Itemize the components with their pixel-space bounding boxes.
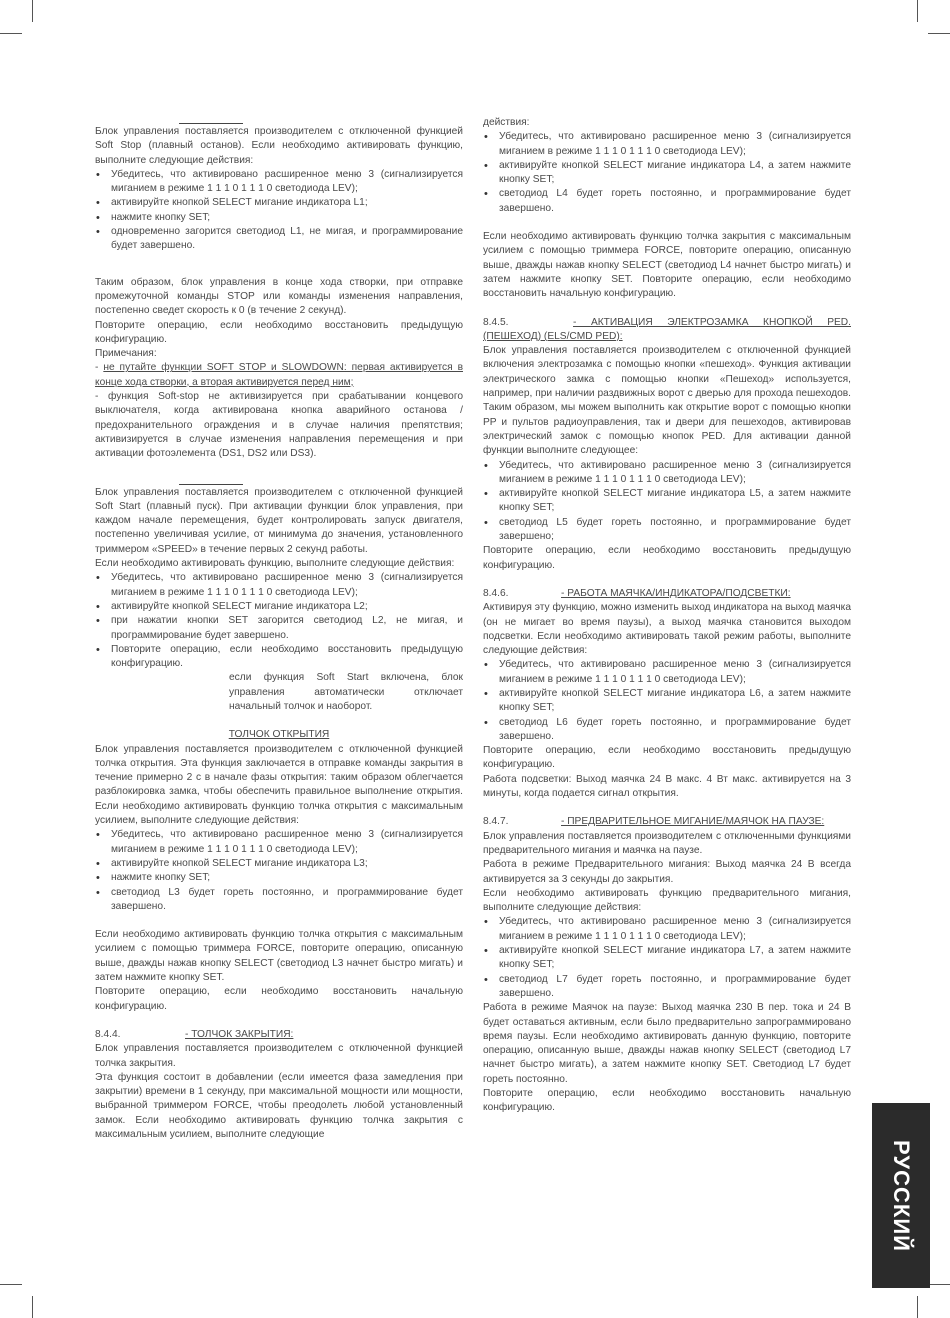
steps-list xyxy=(95,828,463,914)
left-column xyxy=(95,123,463,1142)
list-item: • активируйте кнопкой SELECT мигание индикатора L1; xyxy=(95,196,463,210)
paragraph: Если необходимо активировать функцию, выполните следующие действия: xyxy=(95,558,455,570)
spacer xyxy=(483,573,851,587)
section-title-text: - ПРЕДВАРИТЕЛЬНОЕ МИГАНИЕ/МАЯЧОК НА ПАУЗЕ: xyxy=(561,816,825,828)
list-item: • светодиод L5 будет гореть постоянно, и программирование будет завершено; xyxy=(483,516,851,545)
language-tab-label: РУССКИЙ xyxy=(889,1139,914,1252)
paragraph: Эта функция состоит в добавлении (если имеется фаза замедления при закрытии) времени в 1 секунду, при максимальной мощности или мощности, выбранной триммером FORCE, чтобы преодолеть любой установленный замок. Если необходимо активировать функцию толчка закрытия с максимальным усилием, выполните следующие xyxy=(95,1071,463,1140)
preflash-section xyxy=(483,815,851,1115)
steps-list xyxy=(483,658,851,744)
list-item: • светодиод L6 будет гореть постоянно, и программирование будет завершено. xyxy=(483,716,851,745)
note-paragraph xyxy=(95,671,463,714)
spacer xyxy=(483,216,851,230)
crop-mark xyxy=(917,0,918,22)
paragraph: Активируя эту функцию, можно изменить выход индикатора на выход маячка (он не мигает во время паузы), а выход маячка становится выходом подсветки. Если необходимо активировать такой режим работы, выполните следующие действия: xyxy=(483,602,851,657)
beacon-section xyxy=(483,587,851,801)
paragraph: Если необходимо активировать функцию толчка открытия с максимальным усилием с помощью триммера FORCE, повторите операцию, описанную выше, дважды нажав кнопку SELECT (светодиод L3 начнет быстро мигать) и затем нажмите кнопку SET. xyxy=(95,929,463,984)
section-title xyxy=(95,728,463,742)
spacer xyxy=(95,914,463,928)
heading-rule xyxy=(179,123,243,124)
section-number: 8.4.4. xyxy=(95,1028,121,1040)
paragraph: Работа подсветки: Выход маячка 24 В макс. 4 Вт макс. активируется на 3 минуты, когда подается сигнал открытия. xyxy=(483,773,851,800)
soft-start-section xyxy=(95,484,463,715)
paragraph: Работа в режиме Маячок на паузе: Выход маячка 230 В пер. тока и 24 В будет оставаться активным, если было предварительно запрограммировано время паузы. Если необходимо активировать данную функцию, повторите операцию, описанную выше, дважды нажав кнопку SELECT (светодиод L7 начнет быстро мигать), а затем нажмите кнопку SET. Светодиод L7 будет гореть постоянно. xyxy=(483,1002,851,1085)
paragraph: Таким образом, блок управления в конце хода створки, при отправке промежуточной команды STOP или команды изменения направления, постепенно сведет скорость к 0 (в течение 2 секунд). xyxy=(95,276,463,317)
lock-ped-section xyxy=(483,316,851,573)
paragraph: Блок управления поставляется производителем с отключенной функцией включения электрозамка с помощью кнопки «пешеход». Функция активации электрического замка с помощью кнопки «Пешеход» используется, например, при наличии раздвижных ворот с дверью для прохода пешеходов. Таким образом, мы можем выполнить как открытие ворот с помощью кнопки PP и пультов радиоуправления, так и двери для пешеходов, активировав электрический замок с помощью кнопок PED. Для активации данной функции выполните следующее: xyxy=(483,345,851,457)
crop-mark xyxy=(917,1296,918,1318)
paragraph: Блок управления поставляется производителем с отключенной функцией Soft Stop (плавный останов). Если необходимо активировать функцию, выполните следующие действия: xyxy=(95,126,463,166)
list-item: • активируйте кнопкой SELECT мигание индикатора L3; xyxy=(95,857,463,871)
crop-mark xyxy=(0,1284,22,1285)
note-dash: - xyxy=(95,362,104,374)
close-push-continued xyxy=(483,116,851,302)
notes-label: Примечания: xyxy=(95,348,157,360)
crop-mark xyxy=(32,1296,33,1318)
list-item: • Убедитесь, что активировано расширенное меню 3 (сигнализируется миганием в режиме 1 1 1 0 1 1 1 0 светодиода LEV); xyxy=(95,571,463,600)
list-item: • одновременно загорится светодиод L1, не мигая, и программирование будет завершено. xyxy=(95,225,463,254)
section-title-text: ТОЛЧОК ОТКРЫТИЯ xyxy=(228,729,330,741)
section-heading xyxy=(483,587,851,601)
paragraph: действия: xyxy=(483,117,530,128)
steps-list xyxy=(95,168,463,254)
spacer xyxy=(95,1014,463,1028)
paragraph: Повторите операцию, если необходимо восстановить предыдущую конфигурацию. xyxy=(483,545,851,571)
list-item: • Убедитесь, что активировано расширенное меню 3 (сигнализируется миганием в режиме 1 1 1 0 1 1 1 0 светодиода LEV); xyxy=(95,168,463,197)
spacer xyxy=(95,462,463,484)
note-text: если функция Soft Start включена, блок управления автоматически отключает начальный толчок и наоборот. xyxy=(229,672,463,712)
paragraph: Повторите операцию, если необходимо восстановить предыдущую конфигурацию. xyxy=(95,319,463,345)
crop-mark xyxy=(32,0,33,22)
list-item: • Убедитесь, что активировано расширенное меню 3 (сигнализируется миганием в режиме 1 1 1 0 1 1 1 0 светодиода LEV); xyxy=(483,130,851,159)
paragraph: Повторите операцию, если необходимо восстановить начальную конфигурацию. xyxy=(483,1088,851,1114)
soft-stop-section xyxy=(95,123,463,462)
list-item: • Убедитесь, что активировано расширенное меню 3 (сигнализируется миганием в режиме 1 1 1 0 1 1 1 0 светодиода LEV); xyxy=(483,459,851,488)
list-item: • активируйте кнопкой SELECT мигание индикатора L6, а затем нажмите кнопку SET; xyxy=(483,687,851,716)
paragraph: - функция Soft-stop не активизируется при срабатывании концевого выключателя, когда активирована кнопка аварийного останова / предохранительного ограждения и в случае наличия препятствия; активизируется в случае изменения направления перемещения и при активации фотоэлемента (DS1, DS2 или DS3). xyxy=(95,391,463,460)
underlined-note: не путайте функции SOFT STOP и SLOWDOWN: первая активируется в конце хода створки, а вторая активируется перед ним; xyxy=(95,362,463,388)
list-item: • светодиод L4 будет гореть постоянно, и программирование будет завершено. xyxy=(483,187,851,216)
list-item: • активируйте кнопкой SELECT мигание индикатора L2; xyxy=(95,600,463,614)
spacer xyxy=(483,801,851,815)
crop-mark xyxy=(0,33,22,34)
paragraph: Повторите операцию, если необходимо восстановить предыдущую конфигурацию. xyxy=(483,745,851,771)
language-tab xyxy=(872,1103,930,1288)
section-title-text: - ТОЛЧОК ЗАКРЫТИЯ: xyxy=(185,1028,294,1040)
list-item: • активируйте кнопкой SELECT мигание индикатора L5, а затем нажмите кнопку SET; xyxy=(483,487,851,516)
section-title-text: - РАБОТА МАЯЧКА/ИНДИКАТОРА/ПОДСВЕТКИ: xyxy=(561,587,791,599)
section-heading xyxy=(483,316,851,345)
list-item: • светодиод L7 будет гореть постоянно, и программирование будет завершено. xyxy=(483,973,851,1002)
list-item: • активируйте кнопкой SELECT мигание индикатора L7, а затем нажмите кнопку SET; xyxy=(483,944,851,973)
section-heading xyxy=(483,815,851,829)
heading-rule xyxy=(179,484,243,485)
steps-list xyxy=(483,130,851,216)
paragraph xyxy=(95,361,463,390)
list-item: • нажмите кнопку SET; xyxy=(95,211,463,225)
list-item: • светодиод L3 будет гореть постоянно, и программирование будет завершено. xyxy=(95,886,463,915)
paragraph: Блок управления поставляется производителем с отключенными функциями предварительного мигания и маячка на паузе. xyxy=(483,830,851,856)
list-item: • Убедитесь, что активировано расширенное меню 3 (сигнализируется миганием в режиме 1 1 1 0 1 1 1 0 светодиода LEV); xyxy=(95,828,463,857)
steps-list xyxy=(483,915,851,1001)
list-item: • при нажатии кнопки SET загорится светодиод L2, не мигая, и программирование будет завершено. xyxy=(95,614,463,643)
section-title-text: - АКТИВАЦИЯ ЭЛЕКТРОЗАМКА КНОПКОЙ PED. (ПЕШЕХОД) (ELS/CMD PED): xyxy=(483,316,851,342)
section-number: 8.4.5. xyxy=(483,316,509,328)
crop-mark xyxy=(928,1284,950,1285)
paragraph: Если необходимо активировать функцию предварительного мигания, выполните следующие действия: xyxy=(483,887,851,914)
list-item: • Повторите операцию, если необходимо восстановить предыдущую конфигурацию. xyxy=(95,643,463,672)
paragraph: Блок управления поставляется производителем с отключенной функцией толчка закрытия. xyxy=(95,1043,463,1069)
list-item: • Убедитесь, что активировано расширенное меню 3 (сигнализируется миганием в режиме 1 1 1 0 1 1 1 0 светодиода LEV); xyxy=(483,658,851,687)
close-push-section xyxy=(95,1028,463,1142)
section-number: 8.4.6. xyxy=(483,587,509,599)
steps-list xyxy=(95,571,463,671)
paragraph: Блок управления поставляется производителем с отключенной функцией толчка открытия. Эта функция заключается в отправке команды закрытия в течение примерно 2 с в начале фазы открытия: таким образом облегчается разблокировка замка, чтобы обеспечить правильное выполнение открытия. Если необходимо активировать функцию толчка открытия с максимальным усилием, выполните следующие действия: xyxy=(95,743,463,827)
list-item: • активируйте кнопкой SELECT мигание индикатора L4, а затем нажмите кнопку SET; xyxy=(483,159,851,188)
paragraph: Повторите операцию, если необходимо восстановить начальную конфигурацию. xyxy=(95,986,463,1012)
crop-mark xyxy=(928,33,950,34)
open-push-section xyxy=(95,728,463,1014)
spacer xyxy=(95,714,463,728)
section-number: 8.4.7. xyxy=(483,816,509,828)
section-heading xyxy=(95,1028,463,1042)
spacer xyxy=(483,302,851,316)
list-item: • нажмите кнопку SET; xyxy=(95,871,463,885)
paragraph: Если необходимо активировать функцию толчка закрытия с максимальным усилием с помощью триммера FORCE, повторите операцию, описанную выше, дважды нажав кнопку SELECT (светодиод L4 начнет быстро мигать) и затем нажмите кнопку SET. Повторите операцию, если необходимо восстановить начальную конфигурацию. xyxy=(483,231,851,300)
paragraph: Блок управления поставляется производителем с отключенной функцией Soft Start (плавный пуск). При активации функции блок управления, при каждом начале перемещения, будет контролировать запуск двигателя, постепенно увеличивая усилие, от минимума до значения, установленного триммером «SPEED» в течение первых 2 секунд работы. xyxy=(95,486,463,555)
paragraph: Работа в режиме Предварительного мигания: Выход маячка 24 В всегда активируется за 3 секунды до закрытия. xyxy=(483,859,851,885)
spacer xyxy=(95,254,463,276)
list-item: • Убедитесь, что активировано расширенное меню 3 (сигнализируется миганием в режиме 1 1 1 0 1 1 1 0 светодиода LEV); xyxy=(483,915,851,944)
right-column xyxy=(483,116,851,1116)
steps-list xyxy=(483,459,851,545)
